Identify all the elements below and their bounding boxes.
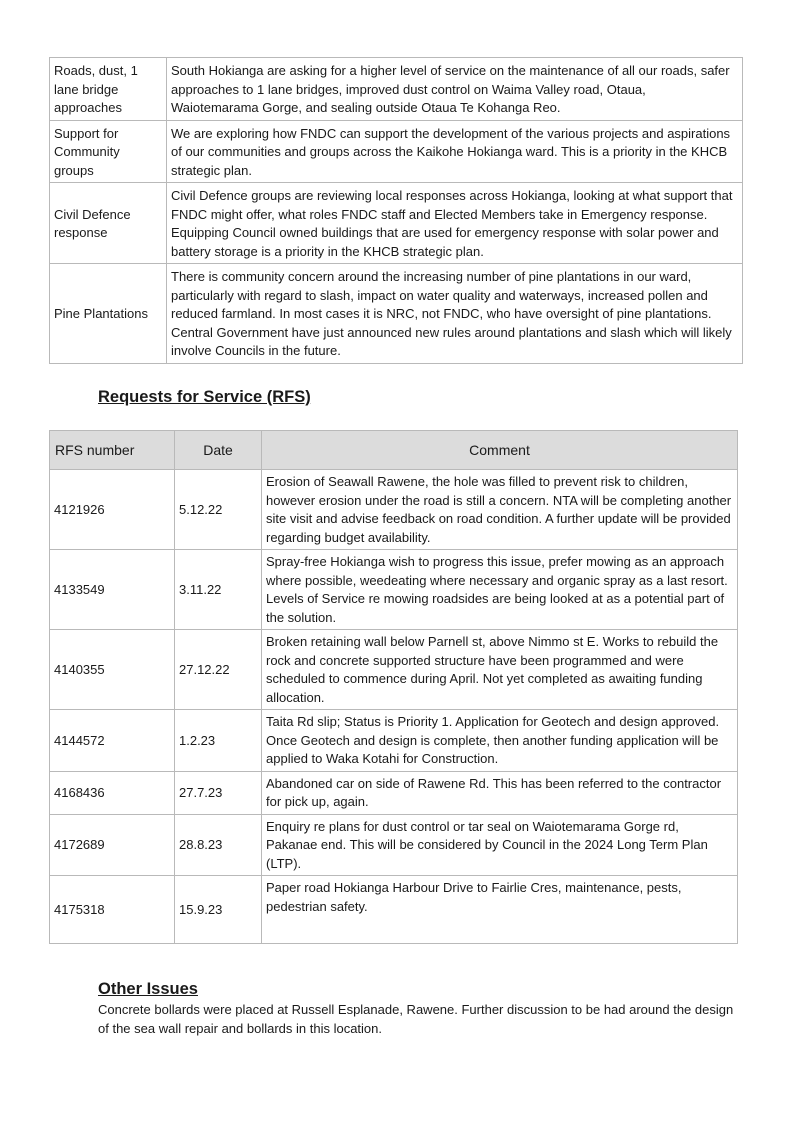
issue-topic: Civil Defence response (50, 183, 167, 264)
rfs-header-row (50, 431, 738, 470)
issue-topic: Roads, dust, 1 lane bridge approaches (50, 58, 167, 121)
rfs-number: 4168436 (50, 771, 175, 814)
rfs-date: 15.9.23 (175, 876, 262, 944)
rfs-comment: Spray-free Hokianga wish to progress this issue, prefer mowing as an approach where possible, weedeating where necessary and organic spray as a last resort. Levels of Service re mowing roadsides are being looked at as a potential part of the solution. (262, 550, 738, 630)
rfs-number: 4175318 (50, 876, 175, 944)
rfs-number: 4121926 (50, 470, 175, 550)
table-row (50, 771, 738, 814)
issue-topic: Support for Community groups (50, 120, 167, 183)
rfs-comment-header: Comment (262, 431, 738, 470)
table-row (50, 710, 738, 772)
rfs-number: 4172689 (50, 814, 175, 876)
rfs-date: 27.7.23 (175, 771, 262, 814)
rfs-date: 28.8.23 (175, 814, 262, 876)
rfs-comment: Enquiry re plans for dust control or tar seal on Waiotemarama Gorge rd, Pakanae end. This will be considered by Council in the 2024 Long Term Plan (LTP). (262, 814, 738, 876)
table-row (50, 630, 738, 710)
table-row (50, 470, 738, 550)
other-issues-text: Concrete bollards were placed at Russell Esplanade, Rawene. Further discussion to be had around the design of the sea wall repair and bollards in this location. (98, 1002, 734, 1036)
rfs-heading: Requests for Service (RFS) (98, 388, 311, 406)
rfs-comment: Taita Rd slip; Status is Priority 1. Application for Geotech and design approved. Once Geotech and design is complete, then another funding application will be applied to Waka Kotahi for Construction. (262, 710, 738, 772)
rfs-date-header: Date (175, 431, 262, 470)
rfs-comment: Abandoned car on side of Rawene Rd. This has been referred to the contractor for pick up, again. (262, 771, 738, 814)
rfs-date: 5.12.22 (175, 470, 262, 550)
rfs-date: 3.11.22 (175, 550, 262, 630)
table-row (50, 814, 738, 876)
rfs-comment: Erosion of Seawall Rawene, the hole was filled to prevent risk to children, however erosion under the road is still a concern. NTA will be completing another site visit and advise feedback on road condition. A further update will be provided regarding budget availability. (262, 470, 738, 550)
issue-text: Civil Defence groups are reviewing local responses across Hokianga, looking at what support that FNDC might offer, what roles FNDC staff and Elected Members take in Emergency response. Equipping Council owned buildings that are used for emergency response with solar power and battery storage is a priority in the KHCB strategic plan. (167, 183, 743, 264)
rfs-comment: Paper road Hokianga Harbour Drive to Fairlie Cres, maintenance, pests, pedestrian safety. (262, 876, 738, 944)
issue-row (50, 183, 743, 264)
issue-text: We are exploring how FNDC can support the development of the various projects and aspirations of our communities and groups across the Kaikohe Hokianga ward. This is a priority in the KHCB strategic plan. (167, 120, 743, 183)
issue-text: South Hokianga are asking for a higher level of service on the maintenance of all our roads, safer approaches to 1 lane bridges, improved dust control on Waima Valley road, Otaua, Waiotemarama Gorge, and sealing outside Otaua Te Kohanga Reo. (167, 58, 743, 121)
rfs-number: 4144572 (50, 710, 175, 772)
issue-topic: Pine Plantations (50, 264, 167, 364)
table-row (50, 550, 738, 630)
issue-text: There is community concern around the increasing number of pine plantations in our ward, particularly with regard to slash, impact on water quality and waterways, increased pollen and reduced farmland. In most cases it is NRC, not FNDC, who have oversight of pine plantations. Central Government have just announced new rules around plantations and slash which will likely involve Councils in the future. (167, 264, 743, 364)
rfs-number-header: RFS number (50, 431, 175, 470)
issue-row (50, 58, 743, 121)
issue-row (50, 120, 743, 183)
other-issues-heading: Other Issues (98, 980, 198, 998)
rfs-number: 4133549 (50, 550, 175, 630)
table-row (50, 876, 738, 944)
rfs-number: 4140355 (50, 630, 175, 710)
rfs-date: 27.12.22 (175, 630, 262, 710)
issue-row (50, 264, 743, 364)
rfs-table (49, 430, 738, 944)
rfs-comment: Broken retaining wall below Parnell st, above Nimmo st E. Works to rebuild the rock and concrete supported structure have been programmed and were scheduled to commence during April. Not yet completed as awaiting funding allocation. (262, 630, 738, 710)
rfs-date: 1.2.23 (175, 710, 262, 772)
issues-table (49, 57, 743, 364)
